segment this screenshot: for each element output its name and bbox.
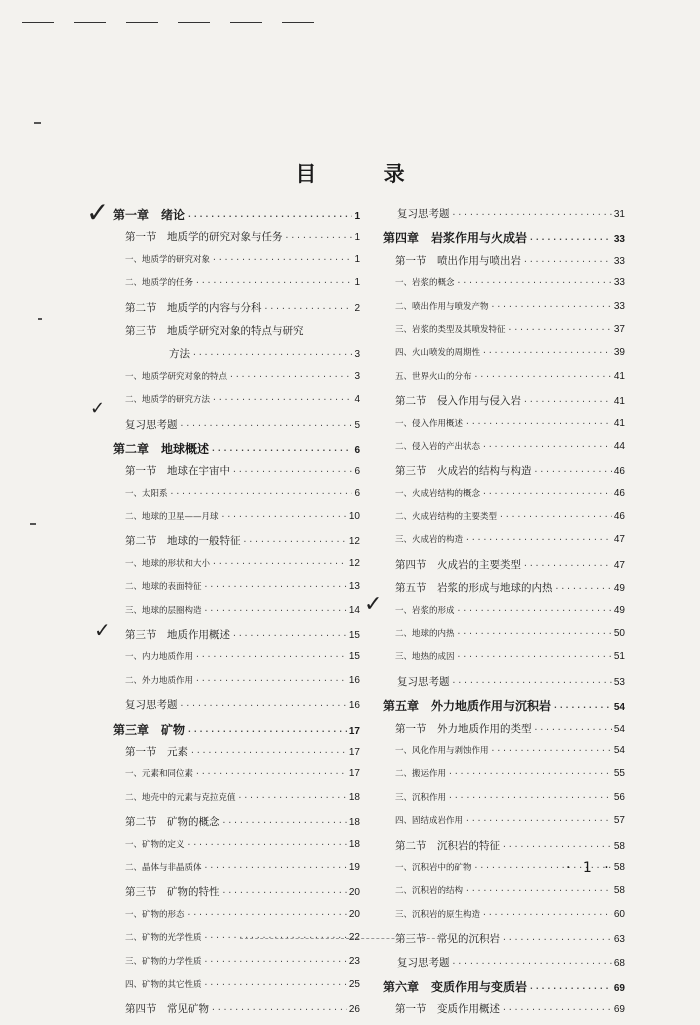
toc-entry-page: 56 — [613, 791, 625, 803]
toc-entry-page: 6 — [354, 487, 360, 499]
toc-entry-label: 第三节 常见的沉积岩 — [395, 933, 500, 946]
toc-entry — [383, 604, 625, 627]
dot-leader — [534, 725, 612, 734]
toc-entry-page: 49 — [613, 604, 625, 616]
toc-entry-label: 五、世界火山的分布 — [395, 371, 472, 382]
toc-entry-page: 69 — [613, 1004, 625, 1016]
toc-entry-page: 58 — [613, 840, 625, 852]
toc-entry — [383, 510, 625, 533]
toc-entry — [383, 814, 625, 837]
dot-leader — [187, 910, 347, 919]
toc-entry-label: 三、火成岩的构造 — [395, 535, 464, 546]
toc-entry-page: 26 — [348, 1004, 360, 1016]
toc-entry-page: 18 — [348, 791, 360, 803]
dot-leader — [502, 842, 612, 851]
toc-entry — [383, 978, 625, 1001]
dot-leader — [523, 397, 612, 406]
toc-entry-label: 三、沉积岩的原生构造 — [395, 909, 481, 920]
toc-entry-label: 四、矿物的其它性质 — [125, 979, 202, 990]
toc-entry — [383, 300, 625, 323]
check-mark-icon: ✓ — [86, 196, 110, 229]
toc-entry-label: 第六章 变质作用与变质岩 — [383, 979, 528, 994]
dot-leader — [212, 255, 352, 264]
toc-entry — [113, 463, 360, 486]
toc-entry-label: 复习思考题 — [397, 956, 450, 969]
toc-entry — [113, 370, 360, 393]
toc-entry-label: 方法 — [169, 348, 190, 361]
toc-entry — [383, 791, 625, 814]
toc-entry — [113, 674, 360, 697]
toc-entry-label: 一、内力地质作用 — [125, 652, 194, 663]
dot-leader — [190, 748, 347, 757]
dot-leader — [482, 489, 612, 498]
margin-mark — [30, 523, 36, 525]
toc-entry-page: 41 — [613, 396, 625, 408]
toc-entry — [113, 721, 360, 744]
toc-entry-page: 46 — [613, 487, 625, 499]
toc-entry — [113, 604, 360, 627]
toc-entry-label: 复习思考题 — [125, 418, 178, 431]
toc-entry — [383, 674, 625, 697]
toc-entry — [383, 955, 625, 978]
toc-entry-label: 一、岩浆的形成 — [395, 605, 455, 616]
dot-leader — [264, 304, 353, 313]
toc-entry-label: 第四节 常见矿物 — [125, 1003, 209, 1016]
dot-leader — [212, 559, 347, 568]
dot-leader — [285, 233, 353, 242]
toc-entry — [383, 650, 625, 673]
bottom-divider — [240, 938, 450, 940]
toc-entry-page: 18 — [348, 817, 360, 829]
dot-leader — [457, 652, 612, 661]
toc-entry-label: 一、地球的形状和大小 — [125, 558, 211, 569]
toc-entry-page: 44 — [613, 440, 625, 452]
toc-entry-label: 第一节 外力地质作用的类型 — [395, 722, 532, 735]
check-mark-icon: ✓ — [90, 398, 106, 419]
toc-entry-page: 63 — [613, 934, 625, 946]
toc-entry-label: 一、地质学研究对象的特点 — [125, 371, 228, 382]
toc-entry-label: 第二章 地球概述 — [113, 441, 210, 456]
toc-entry — [113, 908, 360, 931]
toc-entry — [113, 650, 360, 673]
toc-entry — [113, 861, 360, 884]
toc-entry — [383, 323, 625, 346]
toc-entry-label: 第三章 矿物 — [113, 722, 186, 737]
toc-entry-label: 二、地壳中的元素与克拉克值 — [125, 792, 236, 803]
dot-leader — [452, 210, 612, 219]
toc-entry-label: 四、固结成岩作用 — [395, 816, 464, 827]
toc-entry-label: 一、地质学的研究对象 — [125, 254, 211, 265]
toc-entry-label: 第一章 绪论 — [113, 208, 186, 222]
toc-entry — [113, 791, 360, 814]
dot-leader — [555, 584, 612, 593]
toc-entry-label: 第一节 地球在宇宙中 — [125, 465, 230, 478]
page-number: · 1 · — [566, 860, 613, 876]
dot-leader — [187, 212, 352, 221]
dot-leader — [187, 840, 347, 849]
toc-entry-label: 一、风化作用与剥蚀作用 — [395, 745, 489, 756]
toc-entry-page: 58 — [613, 885, 625, 897]
toc-entry — [383, 276, 625, 299]
toc-entry-page: 58 — [613, 861, 625, 873]
toc-entry-page: 33 — [613, 234, 625, 246]
toc-entry-label: 一、火成岩结构的概念 — [395, 488, 481, 499]
toc-entry-label: 三、地热的成因 — [395, 652, 455, 663]
dot-leader — [529, 235, 612, 244]
dot-leader — [204, 582, 347, 591]
dot-leader — [232, 631, 347, 640]
toc-entry — [383, 253, 625, 276]
toc-entry — [383, 370, 625, 393]
toc-entry-page: 33 — [613, 255, 625, 267]
toc-entry-page: 57 — [613, 815, 625, 827]
toc-entry-page: 1 — [354, 211, 360, 222]
toc-entry-label: 第四章 岩浆作用与火成岩 — [383, 231, 528, 246]
toc-entry — [383, 627, 625, 650]
toc-entry-label: 二、外力地质作用 — [125, 675, 194, 686]
dot-leader — [491, 746, 612, 755]
toc-entry-label: 复习思考题 — [397, 675, 450, 688]
toc-right-column — [383, 206, 625, 1025]
toc-entry — [383, 697, 625, 720]
toc-entry — [113, 417, 360, 440]
dot-leader — [204, 980, 347, 989]
toc-entry-label: 三、岩浆的类型及其喷发特征 — [395, 324, 506, 335]
toc-entry — [113, 346, 360, 369]
margin-mark — [34, 122, 41, 124]
dot-leader — [222, 888, 347, 897]
toc-entry — [113, 931, 360, 954]
toc-entry-label: 二、沉积岩的结构 — [395, 886, 464, 897]
toc-entry-label: 第三节 火成岩的结构与构造 — [395, 465, 532, 478]
toc-entry-page: 22 — [348, 932, 360, 944]
toc-entry-page: 1 — [354, 232, 360, 244]
dot-leader — [211, 446, 352, 455]
toc-entry-label: 二、地质学的任务 — [125, 278, 194, 289]
toc-entry-label: 一、元素和同位素 — [125, 769, 194, 780]
toc-entry-page: 1 — [354, 253, 360, 265]
toc-entry-page: 54 — [613, 723, 625, 735]
toc-entry — [383, 721, 625, 744]
toc-entry-page: 69 — [613, 982, 625, 994]
toc-entry-page: 37 — [613, 323, 625, 335]
toc-entry-label: 三、地球的层圈构造 — [125, 605, 202, 616]
toc-entry-label: 第二节 地质学的内容与分科 — [125, 301, 262, 314]
dot-leader — [491, 302, 612, 311]
toc-entry-page: 60 — [613, 908, 625, 920]
dot-leader — [553, 703, 612, 712]
toc-entry — [383, 580, 625, 603]
dot-leader — [204, 957, 347, 966]
toc-entry-label: 第一节 喷出作用与喷出岩 — [395, 254, 521, 267]
dot-leader — [170, 489, 353, 498]
toc-entry-label: 二、搬运作用 — [395, 769, 447, 780]
toc-entry-page: 31 — [613, 209, 625, 220]
toc-entry-label: 二、矿物的光学性质 — [125, 933, 202, 944]
toc-entry-page: 5 — [354, 419, 360, 431]
dot-leader — [465, 535, 612, 544]
toc-entry-page: 20 — [348, 887, 360, 899]
toc-entry — [383, 931, 625, 954]
toc-entry-page: 33 — [613, 277, 625, 289]
toc-entry-label: 二、地球的卫星——月球 — [125, 512, 219, 523]
toc-entry — [113, 744, 360, 767]
dot-leader — [502, 935, 612, 944]
dot-leader — [508, 325, 612, 334]
toc-entry — [383, 1001, 625, 1024]
toc-entry — [383, 440, 625, 463]
page-title: 目 录 — [295, 161, 435, 186]
toc-entry-label: 三、矿物的力学性质 — [125, 956, 202, 967]
toc-entry-label: 第二节 地球的一般特征 — [125, 535, 241, 548]
toc-entry-page: 51 — [613, 651, 625, 663]
toc-entry-page: 17 — [348, 768, 360, 780]
dot-leader — [534, 467, 612, 476]
toc-entry-page: 13 — [348, 581, 360, 593]
toc-entry-page: 17 — [348, 746, 360, 758]
dot-leader — [452, 959, 612, 968]
toc-entry-label: 二、地球的内热 — [395, 629, 455, 640]
toc-entry — [383, 908, 625, 931]
toc-entry — [113, 580, 360, 603]
toc-entry-page: 46 — [613, 511, 625, 523]
toc-entry-label: 二、地质学的研究方法 — [125, 395, 211, 406]
toc-entry-page: 19 — [348, 861, 360, 873]
toc-entry — [113, 440, 360, 463]
toc-entry-label: 二、火成岩结构的主要类型 — [395, 512, 498, 523]
toc-entry — [383, 557, 625, 580]
toc-entry-page: 49 — [613, 583, 625, 595]
toc-entry-label: 第三节 地质作用概述 — [125, 629, 230, 642]
dot-leader — [187, 727, 347, 736]
toc-entry — [113, 557, 360, 580]
dot-leader — [448, 793, 612, 802]
toc-entry — [113, 814, 360, 837]
dot-leader — [465, 419, 612, 428]
toc-entry-label: 二、喷出作用与喷发产物 — [395, 301, 489, 312]
toc-entry — [113, 978, 360, 1001]
toc-entry — [113, 533, 360, 556]
toc-entry-label: 一、岩浆的概念 — [395, 278, 455, 289]
toc-entry-page: 15 — [348, 651, 360, 663]
toc-entry-label: 第二节 矿物的概念 — [125, 816, 220, 829]
toc-entry — [383, 463, 625, 486]
toc-entry — [113, 510, 360, 533]
toc-entry-page: 55 — [613, 768, 625, 780]
dot-leader — [457, 278, 612, 287]
dot-leader — [243, 537, 347, 546]
toc-entry-label: 第一节 变质作用概述 — [395, 1003, 500, 1016]
dot-leader — [221, 512, 347, 521]
toc-entry-label: 第五章 外力地质作用与沉积岩 — [383, 699, 552, 714]
dot-leader — [195, 278, 352, 287]
toc-entry-label: 一、太阳系 — [125, 488, 168, 499]
dot-leader — [457, 629, 612, 638]
toc-entry-page: 47 — [613, 534, 625, 546]
dot-leader — [448, 769, 612, 778]
toc-entry — [113, 276, 360, 299]
toc-entry — [113, 206, 360, 229]
toc-entry-label: 第一节 元素 — [125, 745, 188, 758]
toc-entry-page: 39 — [613, 347, 625, 359]
dot-leader — [204, 606, 347, 615]
toc-entry-label: 一、矿物的定义 — [125, 839, 185, 850]
dot-leader — [195, 676, 347, 685]
toc-entry — [383, 487, 625, 510]
toc-entry-page: 14 — [348, 604, 360, 616]
toc-entry — [113, 697, 360, 720]
toc-entry-page: 18 — [348, 838, 360, 850]
toc-left-column — [113, 206, 360, 1025]
toc-entry — [113, 323, 360, 346]
toc-entry — [383, 767, 625, 790]
toc-entry-label: 复习思考题 — [125, 699, 178, 712]
toc-entry-label: 三、沉积作用 — [395, 792, 447, 803]
toc-entry-page: 10 — [348, 511, 360, 523]
toc-entry — [113, 767, 360, 790]
dot-leader — [457, 606, 612, 615]
toc-entry-page: 4 — [354, 394, 360, 406]
dot-leader — [180, 701, 347, 710]
toc-entry — [113, 253, 360, 276]
toc-entry — [113, 393, 360, 416]
toc-entry — [113, 300, 360, 323]
toc-entry-page: 1 — [354, 277, 360, 289]
dot-leader — [192, 350, 352, 359]
toc-entry-page: 53 — [613, 676, 625, 688]
toc-entry — [383, 838, 625, 861]
toc-entry-page: 2 — [354, 302, 360, 314]
dot-leader — [238, 793, 347, 802]
dot-leader — [195, 652, 347, 661]
toc-entry — [383, 229, 625, 252]
dot-leader — [180, 421, 353, 430]
toc-entry — [383, 533, 625, 556]
toc-entry — [383, 206, 625, 229]
toc-entry-page: 15 — [348, 630, 360, 642]
margin-mark — [38, 318, 42, 320]
toc-entry-page: 6 — [354, 466, 360, 478]
dot-leader — [211, 1005, 347, 1014]
toc-entry-label: 第一节 地质学的研究对象与任务 — [125, 231, 283, 244]
toc-entry — [113, 229, 360, 252]
dot-leader — [212, 395, 352, 404]
toc-entry-page: 20 — [348, 908, 360, 920]
dot-leader — [465, 886, 612, 895]
dot-leader — [204, 863, 347, 872]
toc-entry — [383, 417, 625, 440]
dot-leader — [502, 1005, 612, 1014]
toc-entry-label: 四、火山喷发的周期性 — [395, 348, 481, 359]
toc-entry-label: 二、侵入岩的产出状态 — [395, 441, 481, 452]
toc-entry-page: 41 — [613, 417, 625, 429]
toc-entry-page: 3 — [354, 349, 360, 361]
toc-entry-label: 第二节 侵入作用与侵入岩 — [395, 395, 521, 408]
dot-leader — [482, 910, 612, 919]
toc-entry-page: 23 — [348, 955, 360, 967]
toc-entry-label: 复习思考题 — [397, 208, 450, 220]
toc-entry — [383, 346, 625, 369]
toc-entry-page: 46 — [613, 466, 625, 478]
toc-entry — [113, 627, 360, 650]
toc-entry-page: 6 — [354, 444, 360, 456]
dot-leader — [523, 561, 612, 570]
dot-leader — [523, 257, 612, 266]
toc-entry-page: 12 — [348, 536, 360, 548]
toc-entry — [113, 487, 360, 510]
toc-entry — [383, 884, 625, 907]
dot-leader — [474, 372, 612, 381]
top-dash-marks — [22, 22, 314, 23]
toc-entry-page: 17 — [348, 725, 360, 737]
toc-entry-page: 54 — [613, 702, 625, 714]
toc-entry-page: 25 — [348, 978, 360, 990]
toc-entry-page: 33 — [613, 300, 625, 312]
toc-entry-label: 一、侵入作用概述 — [395, 418, 464, 429]
toc-entry-label: 一、矿物的形态 — [125, 909, 185, 920]
dot-leader — [482, 442, 612, 451]
dot-leader — [452, 678, 612, 687]
toc-entry-page: 50 — [613, 628, 625, 640]
dot-leader — [195, 769, 347, 778]
toc-entry-page: 16 — [348, 700, 360, 712]
toc-entry — [383, 744, 625, 767]
toc-entry — [113, 1001, 360, 1024]
dot-leader — [222, 818, 347, 827]
toc-entry-page: 16 — [348, 674, 360, 686]
dot-leader — [499, 512, 612, 521]
toc-entry-page: 68 — [613, 957, 625, 969]
toc-entry-label: 二、晶体与非晶质体 — [125, 862, 202, 873]
toc-entry-label: 第二节 沉积岩的特征 — [395, 839, 500, 852]
dot-leader — [529, 984, 612, 993]
check-mark-icon: ✓ — [94, 618, 111, 642]
toc-entry-label: 二、地球的表面特征 — [125, 582, 202, 593]
dot-leader — [482, 348, 612, 357]
dot-leader — [465, 816, 612, 825]
toc-entry-label: 第五节 岩浆的形成与地球的内热 — [395, 582, 553, 595]
toc-entry-page: 54 — [613, 744, 625, 756]
toc-entry — [113, 838, 360, 861]
toc-entry — [383, 393, 625, 416]
toc-entry-label: 第三节 矿物的特性 — [125, 886, 220, 899]
toc-entry-label: 第四节 火成岩的主要类型 — [395, 558, 521, 571]
toc-entry-label: 一、沉积岩中的矿物 — [395, 862, 472, 873]
toc-entry — [113, 955, 360, 978]
toc-entry-page: 47 — [613, 559, 625, 571]
check-mark-icon: ✓ — [364, 592, 383, 617]
toc-entry-page: 12 — [348, 557, 360, 569]
dot-leader — [232, 467, 352, 476]
toc-entry-page: 41 — [613, 370, 625, 382]
toc-entry — [113, 884, 360, 907]
dot-leader — [229, 372, 352, 381]
toc-entry-page: 3 — [354, 370, 360, 382]
toc-entry-label: 第三节 地质学研究对象的特点与研究 — [125, 324, 304, 337]
